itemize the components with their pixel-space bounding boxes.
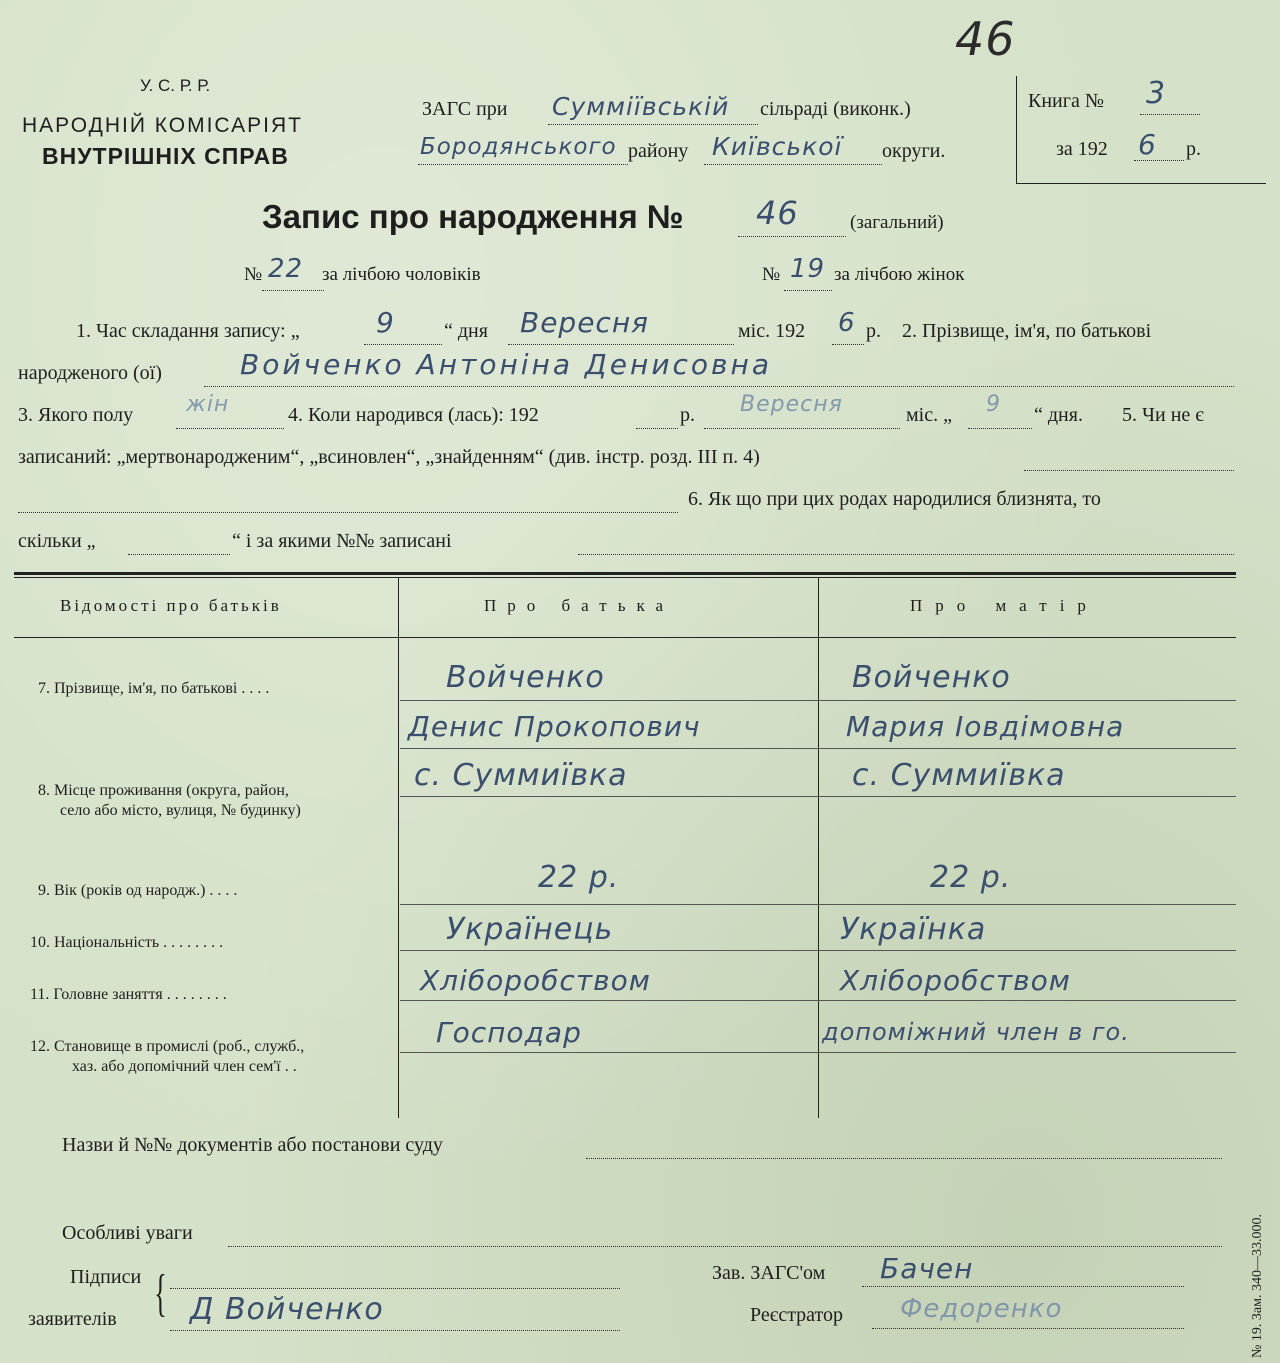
mother-occupation: Хліборобством	[840, 964, 1071, 997]
year-prefix: за 192	[1056, 138, 1108, 160]
father-residence: с. Суммиївка	[414, 758, 628, 793]
row11-label: 11. Головне заняття . . . . . . . .	[30, 986, 227, 1003]
year-digit: 6	[1138, 128, 1157, 161]
father-position: Господар	[436, 1016, 582, 1049]
record-year-suffix: р.	[866, 320, 881, 342]
table-header-info: Відомості про батьків	[60, 596, 282, 615]
zags-suffix: сільраді (виконк.)	[760, 98, 911, 120]
item6-count-label: скільки „	[18, 530, 96, 552]
item6-label: 6. Як що при цих родах народилися близнята, то	[688, 488, 1101, 510]
commissariat-line2: ВНУТРІШНІХ СПРАВ	[42, 143, 289, 169]
registrar-label: Реєстратор	[750, 1304, 844, 1326]
district-label: району	[628, 140, 689, 162]
head-label: Зав. ЗАГС'ом	[712, 1262, 826, 1284]
born-name: Войченко Антоніна Денисовна	[240, 348, 773, 381]
born-day: 9	[986, 392, 1001, 417]
year-suffix: р.	[1186, 138, 1201, 160]
table-header-father: Про батька	[484, 596, 675, 615]
row12-label-line1: 12. Становище в промислі (роб., служб.,	[30, 1038, 305, 1055]
book-number: 3	[1146, 76, 1167, 111]
signatures-label-2: заявителів	[28, 1308, 117, 1330]
row8-label-line2: село або місто, вулиця, № будинку)	[60, 802, 301, 819]
item3-label: 3. Якого полу	[18, 404, 134, 426]
item1-label: 1. Час складання запису: „	[76, 320, 300, 342]
mother-position: допоміжний член в го.	[822, 1018, 1130, 1046]
mother-surname: Войченко	[852, 660, 1011, 695]
mother-residence: с. Суммиївка	[852, 758, 1066, 793]
sex-value: жін	[186, 392, 230, 417]
mother-name: Мария Іовдімовна	[846, 710, 1125, 743]
okrug-label: округи.	[882, 140, 946, 162]
registrar-signature: Федоренко	[900, 1294, 1063, 1324]
record-month-label: міс. 192	[738, 320, 806, 342]
signature-brace-icon: {	[154, 1265, 167, 1322]
item4-label: 4. Коли народився (лась): 192	[288, 404, 539, 426]
mother-age: 22 р.	[930, 860, 1012, 895]
row10-label: 10. Національність . . . . . . . .	[30, 934, 224, 951]
male-prefix: №	[244, 264, 263, 285]
record-day-label: “ дня	[444, 320, 488, 342]
female-label: за лічбою жінок	[834, 264, 965, 285]
commissariat-line1: НАРОДНІЙ КОМІСАРІЯТ	[22, 114, 303, 137]
born-month: Вересня	[740, 392, 843, 417]
row12-label-line2: хаз. або допомічний член сем'ї . .	[72, 1058, 297, 1075]
record-month: Вересня	[520, 306, 649, 339]
mother-nationality: Українка	[840, 912, 987, 947]
born-year-suffix: р.	[680, 404, 695, 426]
zags-prefix: ЗАГС при	[422, 98, 508, 120]
father-nationality: Українець	[446, 912, 614, 947]
zags-village: Сумміївській	[552, 92, 730, 121]
born-day-label: “ дня.	[1034, 404, 1083, 426]
father-name: Денис Прокопович	[408, 710, 701, 743]
born-month-label: міс. „	[906, 404, 952, 426]
table-header-mother: Про матір	[910, 596, 1099, 615]
item5-label: 5. Чи не є	[1122, 404, 1204, 426]
republic-label: У. С. Р. Р.	[140, 76, 211, 95]
row7-label: 7. Прізвище, ім'я, по батькові . . . .	[38, 680, 270, 697]
applicant-signature: Д Войченко	[190, 1292, 384, 1327]
record-title-suffix: (загальний)	[850, 212, 944, 233]
head-signature: Бачен	[880, 1252, 974, 1285]
record-year-digit: 6	[838, 308, 856, 338]
born-label: народженого (ої)	[18, 362, 162, 384]
father-surname: Войченко	[446, 660, 605, 695]
item2-label: 2. Прізвище, ім'я, по батькові	[902, 320, 1152, 342]
documents-label: Назви й №№ документів або постанови суду	[62, 1134, 443, 1156]
page-number: 46	[955, 12, 1016, 66]
male-number: 22	[268, 254, 304, 284]
okrug-name: Київської	[712, 132, 843, 161]
signatures-label-1: Підписи	[70, 1266, 142, 1288]
print-note: № 19. Зам. 340—33.000.	[1250, 1214, 1265, 1358]
record-title: Запис про народження №	[262, 198, 684, 235]
item6-numbers-label: “ і за якими №№ записані	[232, 530, 452, 552]
item5-continued: записаний: „мертвонародженим“, „всиновлен“, „знайденням“ (див. інстр. розд. III п. 4)	[18, 446, 760, 468]
father-occupation: Хліборобством	[420, 964, 651, 997]
father-age: 22 р.	[538, 860, 620, 895]
row8-label-line1: 8. Місце проживання (округа, район,	[38, 782, 289, 799]
male-label: за лічбою чоловіків	[322, 264, 481, 285]
notes-label: Особливі уваги	[62, 1222, 193, 1244]
female-number: 19	[790, 254, 826, 284]
row9-label: 9. Вік (років од народж.) . . . .	[38, 882, 238, 899]
record-day: 9	[376, 306, 395, 339]
female-prefix: №	[762, 264, 781, 285]
book-label: Книга №	[1028, 90, 1104, 112]
district-name: Бородянського	[420, 134, 617, 160]
record-number: 46	[756, 194, 799, 232]
